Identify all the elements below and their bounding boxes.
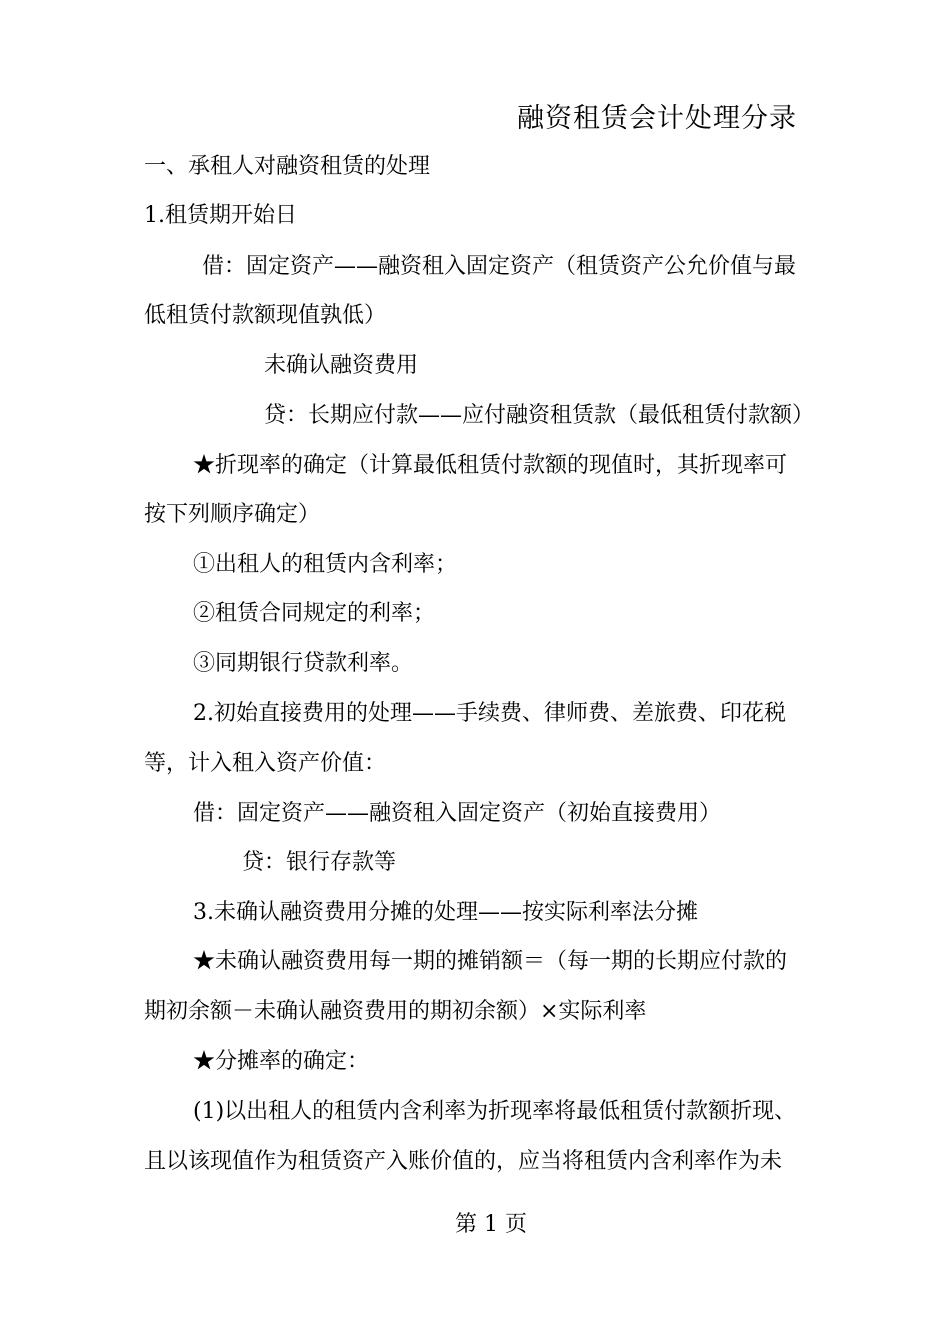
page-number: 第 1 页: [455, 1212, 527, 1237]
list-item: ①出租人的租赁内含利率；: [193, 552, 458, 577]
section-heading: 一、承租人对融资租赁的处理: [144, 154, 431, 179]
subsection-heading: 2.初始直接费用的处理——手续费、律师费、差旅费、印花税: [193, 701, 786, 726]
paragraph-line: ★分摊率的确定：: [193, 1049, 370, 1074]
paragraph-line: 借：固定资产——融资租入固定资产（初始直接费用）: [193, 801, 722, 826]
subsection-heading: 1.租赁期开始日: [144, 203, 297, 228]
paragraph-line: ★未确认融资费用每一期的摊销额＝（每一期的长期应付款的: [193, 949, 788, 974]
list-item: ③同期银行贷款利率。: [193, 651, 414, 676]
paragraph-line: 且以该现值作为租赁资产入账价值的，应当将租赁内含利率作为未: [144, 1149, 783, 1174]
paragraph-line: 借：固定资产——融资租入固定资产（租赁资产公允价值与最: [202, 254, 797, 279]
paragraph-line: 贷：银行存款等: [242, 850, 397, 875]
page-title: 融资租赁会计处理分录: [517, 103, 797, 134]
paragraph-line: ★折现率的确定（计算最低租赁付款额的现值时，其折现率可: [193, 453, 788, 478]
paragraph-line: 等，计入租入资产价值：: [144, 751, 387, 776]
paragraph-line: 未确认融资费用: [264, 353, 419, 378]
paragraph-line: 期初余额－未确认融资费用的期初余额）×实际利率: [144, 999, 647, 1024]
paragraph-line: (1)以出租人的租赁内含利率为折现率将最低租赁付款额折现、: [193, 1099, 797, 1124]
list-item: ②租赁合同规定的利率；: [193, 601, 436, 626]
subsection-heading: 3.未确认融资费用分摊的处理——按实际利率法分摊: [193, 900, 698, 925]
paragraph-line: 按下列顺序确定）: [144, 502, 321, 527]
paragraph-line: 贷：长期应付款——应付融资租赁款（最低租赁付款额）: [264, 403, 815, 428]
paragraph-line: 低租赁付款额现值孰低）: [144, 303, 387, 328]
